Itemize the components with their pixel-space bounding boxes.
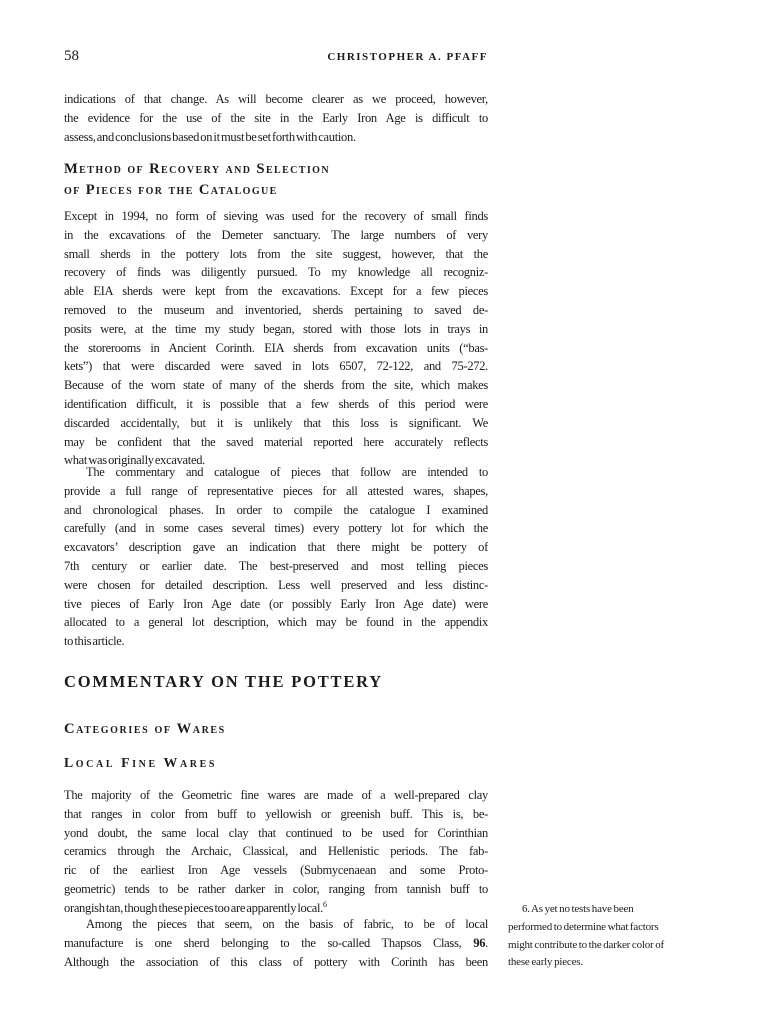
text-line: kets”) that were discarded were saved in lots 6507, 72-122, and 75-272. [64,359,488,374]
text-line: posits were, at the time my study began, stored with those lots in trays in [64,321,488,336]
text-line: tive pieces of Early Iron Age date (or possibly Early Iron Age date) were [64,596,488,611]
text-line: able EIA sherds were kept from the excavations. Except for a few pieces [64,284,488,299]
text-line: ceramics through the Archaic, Classical, and Hellenistic periods. The fab- [64,844,488,859]
text-line: Among the pieces that seem, on the basis of fabric, to be of local [86,917,488,931]
text-line: performed to determine what factors [508,920,659,933]
text-line: identification difficult, it is possible that a few sherds of this period were [64,396,488,411]
text-line: Because of the worn state of many of the sherds from the site, which makes [64,378,488,393]
text-line: manufacture is one sherd belonging to the so-called Thapsos Class, 96. [64,935,488,950]
text-line: the storerooms in Ancient Corinth. EIA sherds from excavation units (“bas- [64,340,488,355]
text-line: were chosen for detailed description. Less well preserved and less distinc- [64,577,488,592]
text-line: Although the association of this class of pottery with Corinth has been [64,954,488,969]
text-line: what was originally excavated. [64,453,206,468]
text-line: orangish tan, though these pieces too are apparently local.$^6$ [64,899,327,915]
text-line: recovery of finds was diligently pursued. To my knowledge all recogniz- [64,265,488,280]
text-line: The commentary and catalogue of pieces that follow are intended to [86,465,488,479]
section-heading-categories-of-wares: Categories of Wares [64,721,226,737]
text-line: these early pieces. [508,956,583,969]
text-line: small sherds in the pottery lots from the site suggest, however, that the [64,246,488,261]
footnote-6 [508,901,704,972]
page-number: 58 [64,48,79,64]
text-line: the evidence for the use of the site in the Early Iron Age is difficult to [64,110,488,125]
text-line: geometric) tends to be rather darker in color, ranging from tannish buff to [64,881,488,896]
text-line: that ranges in color from buff to yellowish or greenish buff. This is, be- [64,806,488,821]
text-line: in the excavations of the Demeter sanctuary. The large numbers of very [64,227,488,242]
text-line: ric of the earliest Iron Age vessels (Submycenaean and some Proto- [64,863,488,878]
text-line: 6. As yet no tests have been [522,903,634,915]
text-line: may be confident that the saved material reported here accurately reflects [64,434,488,449]
text-line: carefully (and in some cases several times) every pottery lot for which the [64,521,488,536]
text-line: The majority of the Geometric fine wares are made of a well-prepared clay [64,788,488,802]
text-line: Method of Recovery and Selection [64,161,330,177]
paragraph-local-fine-wares [64,786,488,918]
text-line: of Pieces for the Catalogue [64,181,278,198]
text-line: discarded accidentally, but it is unlikely that this loss is significant. We [64,415,488,430]
subsection-heading-local-fine-wares: Local Fine Wares [64,755,218,770]
paragraph-thapsos-class [64,915,488,971]
text-line: and chronological phases. In order to compile the catalogue I examined [64,502,488,517]
section-heading-method-of-recovery [64,159,488,200]
text-line: might contribute to the darker color of [508,938,665,951]
paragraph-recovery-method [64,207,488,470]
paragraph-intro-continuation [64,90,488,146]
text-line: assess, and conclusions based on it must be set forth with caution. [64,129,356,144]
text-line: yond doubt, the same local clay that continued to be used for Corinthian [64,825,488,840]
chapter-heading-commentary-on-the-pottery: COMMENTARY ON THE POTTERY [64,672,384,691]
text-line: excavators’ description gave an indication that there might be pottery of [64,540,488,555]
text-line: indications of that change. As will become clearer as we proceed, however, [64,92,488,106]
text-line: allocated to a general lot description, which may be found in the appendix [64,615,488,630]
running-head-author: CHRISTOPHER A. PFAFF [327,51,488,63]
page-header [64,48,488,65]
text-line: to this article. [64,634,125,649]
text-line: Except in 1994, no form of sieving was used for the recovery of small finds [64,209,488,223]
text-line: 7th century or earlier date. The best-preserved and most telling pieces [64,558,488,573]
paragraph-commentary-scope [64,463,488,651]
text-line: provide a full range of representative pieces for all attested wares, shapes, [64,483,488,498]
text-line: removed to the museum and inventoried, sherds pertaining to saved de- [64,302,488,317]
